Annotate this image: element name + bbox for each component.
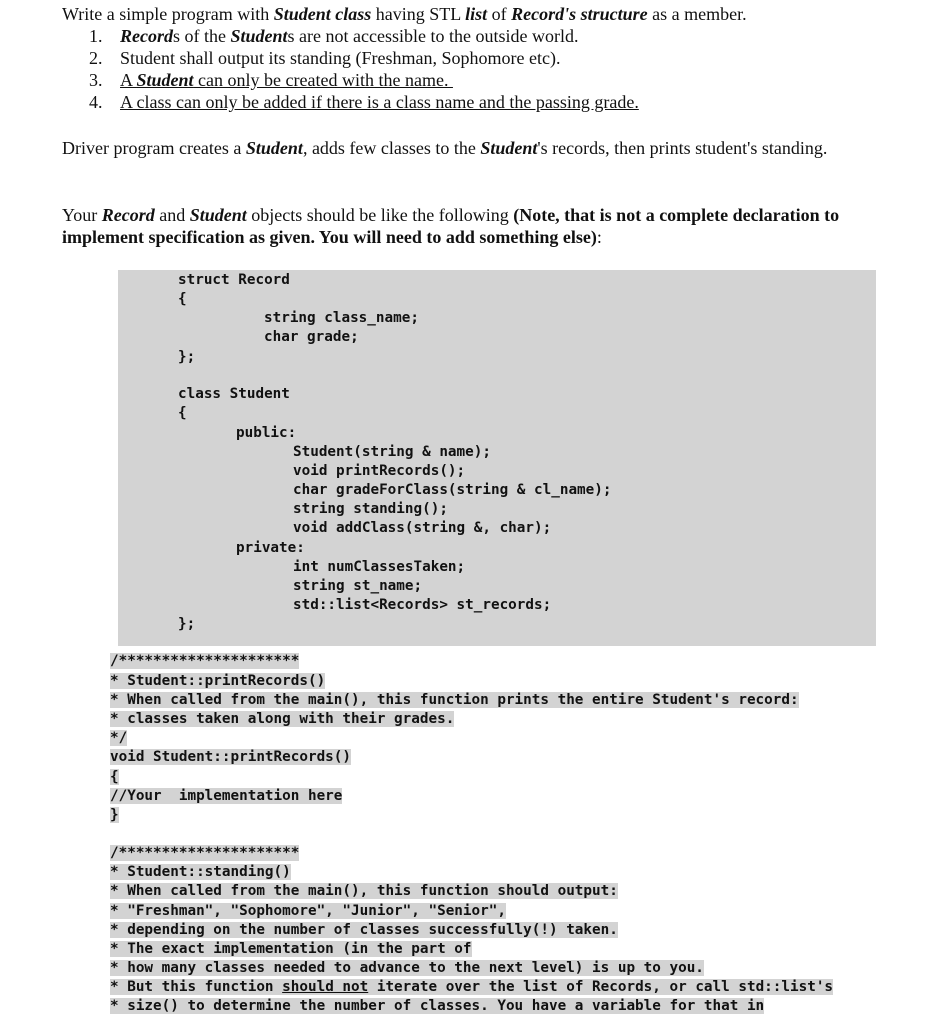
requirement-1: 1. Records of the Students are not accessible to the outside world. — [89, 26, 579, 46]
code-line: private: — [236, 540, 305, 556]
function-line: } — [110, 807, 119, 823]
code-line: string standing(); — [293, 501, 448, 517]
comment-line: /********************* — [110, 845, 300, 861]
comment-line: * how many classes needed to advance to the next level) is up to you. — [110, 960, 704, 976]
requirement-3: 3. A Student can only be created with the name. — [89, 70, 453, 90]
code-line: { — [178, 291, 187, 307]
comment-line: * classes taken along with their grades. — [110, 711, 455, 727]
code-line: int numClassesTaken; — [293, 559, 466, 575]
objects-paragraph: Your Record and Student objects should be like the following (Note, that is not a complete declaration to implement specification as given. You will need to add something else): — [62, 205, 840, 247]
comment-line: /********************* — [110, 653, 300, 669]
code-line: { — [178, 405, 187, 421]
code-line: }; — [178, 616, 196, 632]
code-line: string st_name; — [293, 578, 423, 594]
heading-line: Write a simple program with Student class having STL list of Record's structure as a member. — [62, 4, 747, 24]
code-line: void addClass(string &, char); — [293, 520, 552, 536]
code-line: Student(string & name); — [293, 444, 491, 460]
comment-line: * Student::printRecords() — [110, 673, 326, 689]
function-line: void Student::printRecords() — [110, 749, 352, 765]
function-line: { — [110, 769, 119, 785]
code-line: struct Record — [178, 272, 290, 288]
comment-line: * depending on the number of classes successfully(!) taken. — [110, 922, 618, 938]
comment-line: * "Freshman", "Sophomore", "Junior", "Senior", — [110, 903, 506, 919]
comment-line: */ — [110, 730, 128, 746]
code-line: void printRecords(); — [293, 463, 466, 479]
comment-line: * When called from the main(), this function should output: — [110, 883, 618, 899]
comment-line: * Student::standing() — [110, 864, 291, 880]
code-line: }; — [178, 349, 196, 365]
requirement-2: 2. Student shall output its standing (Freshman, Sophomore etc). — [89, 48, 561, 68]
requirement-4: 4. A class can only be added if there is a class name and the passing grade. — [89, 92, 639, 112]
driver-paragraph: Driver program creates a Student, adds few classes to the Student's records, then prints student's standing. — [62, 138, 828, 158]
intro-block — [62, 3, 747, 113]
requirements-list — [62, 25, 747, 113]
code-line: class Student — [178, 386, 290, 402]
comment-line: * size() to determine the number of classes. You have a variable for that in — [110, 998, 765, 1014]
code-line: public: — [236, 425, 297, 441]
code-line: string class_name; — [264, 310, 419, 326]
code-line: std::list<Records> st_records; — [293, 597, 552, 613]
code-declaration-box — [118, 270, 876, 646]
code-functions-area — [110, 648, 890, 1018]
comment-line: * But this function should not iterate over the list of Records, or call std::list's — [110, 979, 834, 995]
comment-line: * When called from the main(), this function prints the entire Student's record: — [110, 692, 799, 708]
comment-line: * The exact implementation (in the part of — [110, 941, 472, 957]
code-line: char gradeForClass(string & cl_name); — [293, 482, 612, 498]
code-line: char grade; — [264, 329, 359, 345]
function-line: //Your implementation here — [110, 788, 343, 804]
